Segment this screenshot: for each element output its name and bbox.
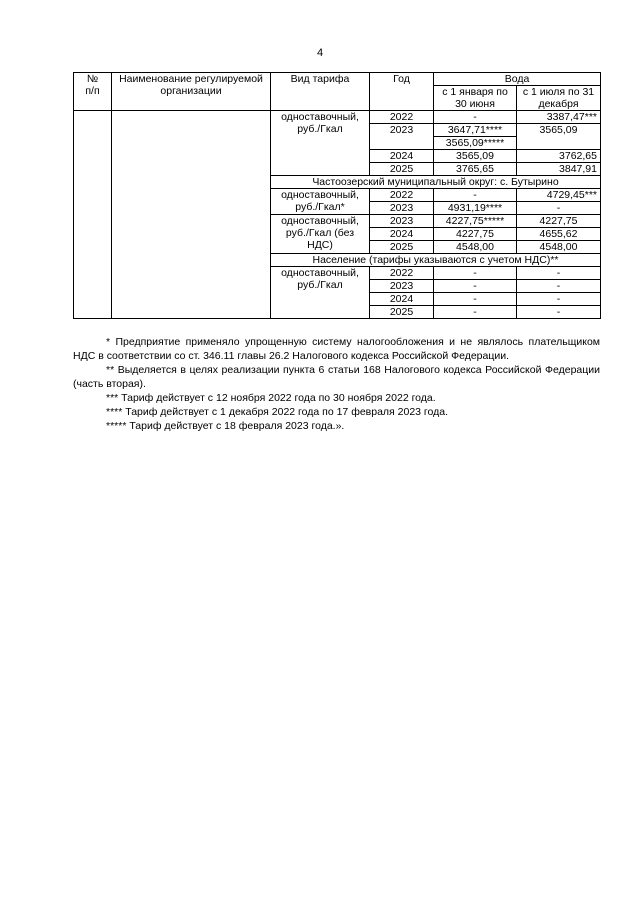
- value-cell: 4548,00: [434, 241, 517, 254]
- footnote-3: *** Тариф действует с 12 ноября 2022 года по 30 ноября 2022 года.: [106, 392, 436, 404]
- footnote-4: **** Тариф действует с 1 декабря 2022 года по 17 февраля 2023 года.: [106, 406, 449, 418]
- header-row: [74, 73, 601, 86]
- value-cell: -: [434, 189, 517, 202]
- col-header-org: Наименование регулируемой организации: [112, 73, 271, 111]
- col-header-h1: с 1 января по 30 июня: [434, 86, 517, 111]
- value-cell: 4227,75: [434, 228, 517, 241]
- value-cell: -: [517, 202, 601, 215]
- col-header-tariff-type: Вид тарифа: [271, 73, 370, 111]
- footnote-5: ***** Тариф действует с 18 февраля 2023 года.».: [106, 420, 345, 432]
- year-cell: 2023: [370, 215, 434, 228]
- value-cell: -: [517, 293, 601, 306]
- tariff-table: [73, 72, 601, 319]
- value-cell: -: [434, 111, 517, 124]
- year-cell: 2024: [370, 150, 434, 163]
- tariff-type-cell: одноставочный, руб./Гкал*: [271, 189, 370, 215]
- year-cell: 2024: [370, 293, 434, 306]
- org-cell: [112, 111, 271, 319]
- col-header-water: Вода: [434, 73, 601, 86]
- value-cell: 4227,75: [517, 215, 601, 228]
- year-cell: 2023: [370, 202, 434, 215]
- value-cell: 3762,65: [517, 150, 601, 163]
- year-cell: 2023: [370, 124, 434, 150]
- tariff-type-cell: одноставочный, руб./Гкал (без НДС): [271, 215, 370, 254]
- value-cell: 4655,62: [517, 228, 601, 241]
- value-cell: -: [434, 267, 517, 280]
- value-cell: -: [434, 306, 517, 319]
- table-row: [74, 111, 601, 124]
- value-cell: -: [434, 280, 517, 293]
- value-cell: -: [517, 280, 601, 293]
- year-cell: 2022: [370, 267, 434, 280]
- value-cell: 3847,91: [517, 163, 601, 176]
- footnote-1: * Предприятие применяло упрощенную систему налогообложения и не являлось плательщиком НДС в соответствии со ст. 346.11 главы 26.2 Налогового кодекса Российской Федерации.: [73, 336, 600, 362]
- tariff-type-cell: одноставочный, руб./Гкал: [271, 267, 370, 319]
- value-cell: 3765,65: [434, 163, 517, 176]
- col-header-year: Год: [370, 73, 434, 111]
- value-cell: 3565,09: [434, 150, 517, 163]
- year-cell: 2024: [370, 228, 434, 241]
- value-cell: 4931,19****: [434, 202, 517, 215]
- value-cell: 3565,09*****: [434, 137, 517, 150]
- year-cell: 2023: [370, 280, 434, 293]
- value-cell: -: [434, 293, 517, 306]
- year-cell: 2022: [370, 189, 434, 202]
- footnote-2: ** Выделяется в целях реализации пункта 6 статьи 168 Налогового кодекса Российской Федерации (часть вторая).: [73, 364, 600, 390]
- tariff-type-cell: одноставочный, руб./Гкал: [271, 111, 370, 176]
- col-header-num: № п/п: [74, 73, 112, 111]
- value-cell: -: [517, 306, 601, 319]
- value-cell: 4548,00: [517, 241, 601, 254]
- value-cell: 4227,75*****: [434, 215, 517, 228]
- value-cell: 3387,47***: [517, 111, 601, 124]
- year-cell: 2025: [370, 241, 434, 254]
- section-title: Население (тарифы указываются с учетом НДС)**: [271, 254, 601, 267]
- year-cell: 2025: [370, 306, 434, 319]
- year-cell: 2022: [370, 111, 434, 124]
- page-number: 4: [316, 47, 324, 59]
- value-cell: 4729,45***: [517, 189, 601, 202]
- footnotes: [73, 335, 600, 433]
- value-cell: 3565,09: [517, 124, 601, 150]
- col-header-h2: с 1 июля по 31 декабря: [517, 86, 601, 111]
- num-cell: [74, 111, 112, 319]
- value-cell: 3647,71****: [434, 124, 517, 137]
- year-cell: 2025: [370, 163, 434, 176]
- value-cell: -: [517, 267, 601, 280]
- section-title: Частоозерский муниципальный округ: с. Бутырино: [271, 176, 601, 189]
